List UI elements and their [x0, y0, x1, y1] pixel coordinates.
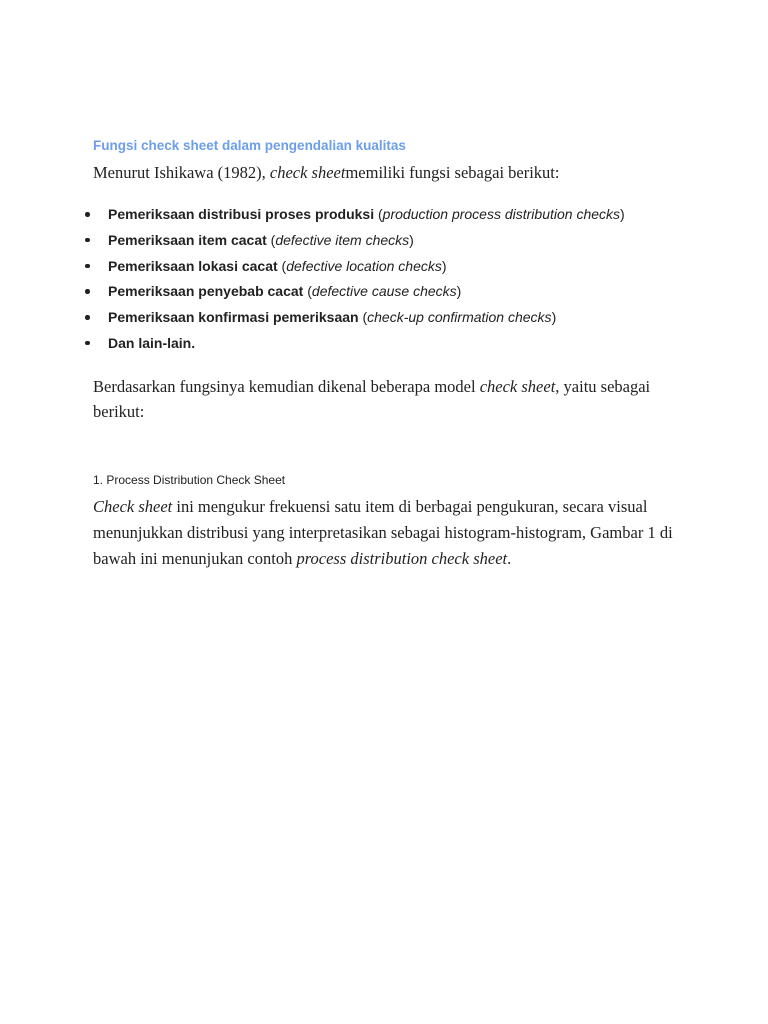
list-item-bold: Pemeriksaan item cacat [108, 231, 267, 248]
list-item-paren-open: ( [266, 231, 276, 248]
list-item-paren-open: ( [374, 206, 383, 222]
section-heading: Fungsi check sheet dalam pengendalian kualitas [93, 138, 406, 153]
list-item [80, 306, 625, 332]
list-item-bold: Pemeriksaan konfirmasi pemeriksaan [108, 309, 359, 326]
models-text: Berdasarkan fungsinya kemudian dikenal beberapa model [93, 377, 480, 396]
list-item [80, 280, 625, 306]
list-item-paren-close: ) [620, 206, 625, 222]
list-item-italic: defective cause checks [311, 283, 457, 300]
description-italic-term: Check sheet [93, 497, 173, 516]
list-item-paren-close: ) [441, 257, 447, 274]
models-text-end: , yaitu sebagai berikut: [93, 377, 651, 421]
models-italic-term: check sheet [479, 377, 556, 396]
bullet-icon [85, 238, 90, 243]
intro-text-end: memiliki fungsi sebagai berikut: [345, 163, 560, 182]
list-item-bold: Pemeriksaan distribusi proses produksi [108, 206, 375, 222]
list-item-paren-close: ) [409, 231, 414, 248]
bullet-icon [85, 289, 90, 294]
function-list [80, 203, 625, 358]
list-item-italic: check-up confirmation checks [367, 309, 552, 326]
list-item-paren-close: ) [551, 309, 557, 326]
list-item-paren-open: ( [303, 283, 312, 300]
list-item-italic: production process distribution checks [382, 206, 621, 222]
models-paragraph [93, 374, 673, 424]
list-item-paren-open: ( [277, 257, 287, 274]
list-item-bold: Dan lain-lain. [108, 334, 196, 351]
list-item-italic: defective item checks [275, 231, 410, 248]
list-item [80, 255, 625, 281]
bullet-icon [85, 315, 90, 320]
intro-italic-term: check sheet [269, 163, 346, 182]
list-item-bold: Pemeriksaan penyebab cacat [108, 283, 304, 300]
list-item-paren-open: ( [358, 309, 368, 326]
description-text-end: . [507, 549, 512, 568]
bullet-icon [85, 212, 90, 217]
list-item-italic: defective location checks [286, 257, 442, 274]
bullet-icon [85, 341, 90, 346]
description-text: ini mengukur frekuensi satu item di berbagai pengukuran, secara visual menunjukkan distribusi yang interpretasikan sebagai histogram-histogram, Gambar 1 di bawah ini menunjukan contoh [93, 497, 673, 568]
description-paragraph [93, 494, 683, 572]
description-italic-term-2: process distribution check sheet [296, 549, 508, 568]
bullet-icon [85, 264, 90, 269]
list-item-paren-close: ) [456, 283, 462, 300]
list-item [80, 203, 625, 229]
list-item [80, 332, 625, 358]
subsection-heading: 1. Process Distribution Check Sheet [93, 473, 286, 487]
intro-paragraph [93, 162, 559, 184]
intro-text: Menurut Ishikawa (1982), [93, 163, 270, 182]
list-item-bold: Pemeriksaan lokasi cacat [108, 257, 278, 274]
list-item [80, 229, 625, 255]
